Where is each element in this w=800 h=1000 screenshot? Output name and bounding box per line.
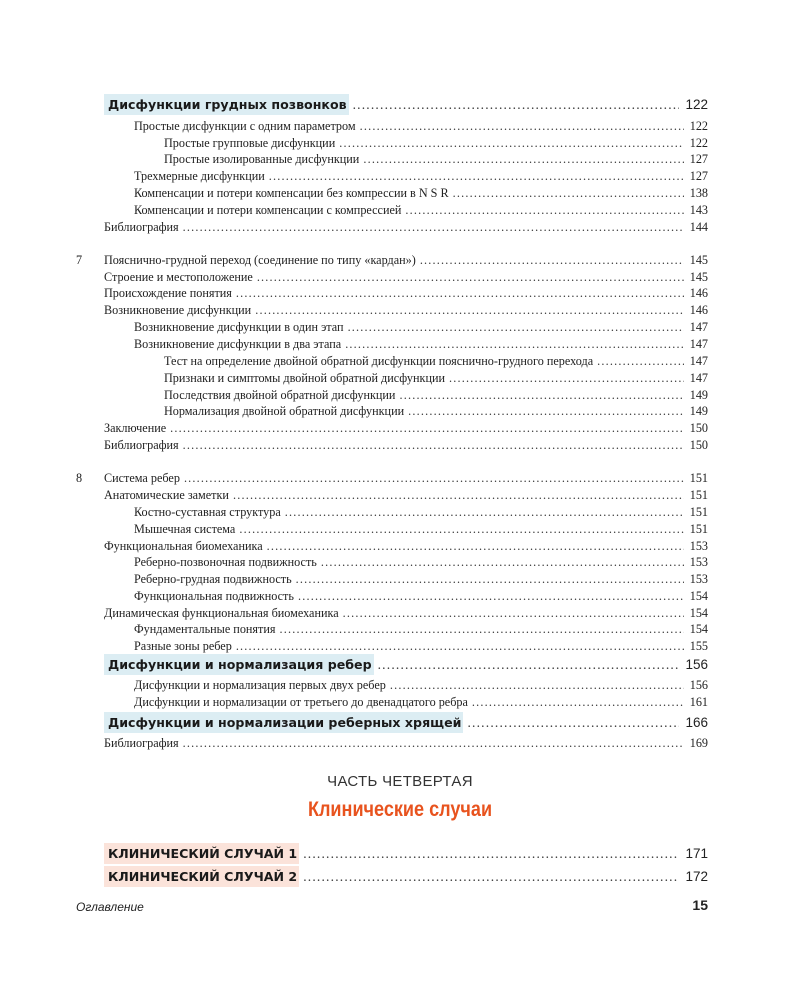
toc-entry[interactable]: Последствия двойной обратной дисфункции ..... 149 <box>0 387 800 404</box>
toc-entry[interactable]: Функциональная биомеханика ..... 153 <box>0 538 800 555</box>
toc-entry[interactable]: Компенсации и потери компенсации без компрессии в N S R ..... 138 <box>0 185 800 202</box>
toc-entry[interactable]: Мышечная система ..... 151 <box>0 521 800 538</box>
toc-case-1[interactable]: КЛИНИЧЕСКИЙ СЛУЧАЙ 1 ..... 171 <box>0 843 800 864</box>
toc-case-title: КЛИНИЧЕСКИЙ СЛУЧАЙ 1 <box>104 843 299 864</box>
toc-entry[interactable]: Возникновение дисфункции в один этап ..... 147 <box>0 319 800 336</box>
toc-entry[interactable]: Простые дисфункции с одним параметром ..... 122 <box>0 118 800 135</box>
part-label: ЧАСТЬ ЧЕТВЕРТАЯ <box>327 773 473 790</box>
chapter-number: 8 <box>76 471 83 485</box>
toc-entry[interactable]: Возникновение дисфункции в два этапа ..... 147 <box>0 336 800 353</box>
toc-case-title: КЛИНИЧЕСКИЙ СЛУЧАЙ 2 <box>104 866 299 887</box>
toc-section-thoracic[interactable] <box>0 94 800 115</box>
toc-entry[interactable]: Возникновение дисфункции ..... 146 <box>0 302 800 319</box>
toc-chapter-7[interactable]: 7 Пояснично-грудной переход (соединение по типу «кардан») ..... 145 <box>0 252 800 269</box>
toc-section-rib-cartilage[interactable]: Дисфункции и нормализации реберных хрящей ..... 166 <box>0 712 800 733</box>
toc-entry[interactable]: Динамическая функциональная биомеханика ..... 154 <box>0 605 800 622</box>
toc-entry[interactable]: Разные зоны ребер ..... 155 <box>0 638 800 655</box>
toc-entry[interactable]: Дисфункции и нормализация первых двух ребер ..... 156 <box>0 677 800 694</box>
toc-entry[interactable]: Дисфункции и нормализации от третьего до двенадцатого ребра ..... 161 <box>0 694 800 711</box>
toc-entry[interactable]: Анатомические заметки ..... 151 <box>0 487 800 504</box>
toc-entry[interactable]: Библиография ..... 169 <box>0 735 800 752</box>
toc-section-ribs[interactable]: Дисфункции и нормализация ребер ..... 156 <box>0 654 800 675</box>
footer-label: Оглавление <box>76 900 144 914</box>
toc-entry[interactable]: Простые групповые дисфункции ..... 122 <box>0 135 800 152</box>
toc-entry[interactable]: Библиография ..... 144 <box>0 219 800 236</box>
toc-entry[interactable]: Костно-суставная структура ..... 151 <box>0 504 800 521</box>
toc-chapter-8[interactable]: 8 Система ребер ..... 151 <box>0 470 800 487</box>
toc-section-title: Дисфункции и нормализации реберных хрящей <box>104 712 463 733</box>
toc-entry[interactable]: Строение и местоположение ..... 145 <box>0 269 800 286</box>
part-title: Клинические случаи <box>307 798 493 821</box>
chapter-number: 7 <box>76 253 83 267</box>
toc-entry[interactable]: Компенсации и потери компенсации с компрессией ..... 143 <box>0 202 800 219</box>
toc-entry[interactable]: Трехмерные дисфункции ..... 127 <box>0 168 800 185</box>
toc-entry[interactable]: Фундаментальные понятия ..... 154 <box>0 621 800 638</box>
toc-entry[interactable]: Происхождение понятия ..... 146 <box>0 285 800 302</box>
toc-entry[interactable]: Тест на определение двойной обратной дисфункции пояснично-грудного перехода ..... 147 <box>0 353 800 370</box>
toc-entry[interactable]: Простые изолированные дисфункции ..... 127 <box>0 151 800 168</box>
toc-entry[interactable]: Нормализация двойной обратной дисфункции ..... 149 <box>0 403 800 420</box>
toc-section-title: Дисфункции и нормализация ребер <box>104 654 374 675</box>
toc-entry[interactable]: Реберно-грудная подвижность ..... 153 <box>0 571 800 588</box>
toc-entry[interactable]: Библиография ..... 150 <box>0 437 800 454</box>
toc-entry[interactable]: Заключение ..... 150 <box>0 420 800 437</box>
toc-case-2[interactable]: КЛИНИЧЕСКИЙ СЛУЧАЙ 2 ..... 172 <box>0 866 800 887</box>
toc-entry[interactable]: Признаки и симптомы двойной обратной дисфункции ..... 147 <box>0 370 800 387</box>
toc-entry[interactable]: Реберно-позвоночная подвижность ..... 153 <box>0 554 800 571</box>
footer-page-number: 15 <box>692 897 708 913</box>
toc-page-number: 122 <box>685 97 708 112</box>
toc-section-title: Дисфункции грудных позвонков <box>104 94 349 115</box>
toc-entry[interactable]: Функциональная подвижность ..... 154 <box>0 588 800 605</box>
